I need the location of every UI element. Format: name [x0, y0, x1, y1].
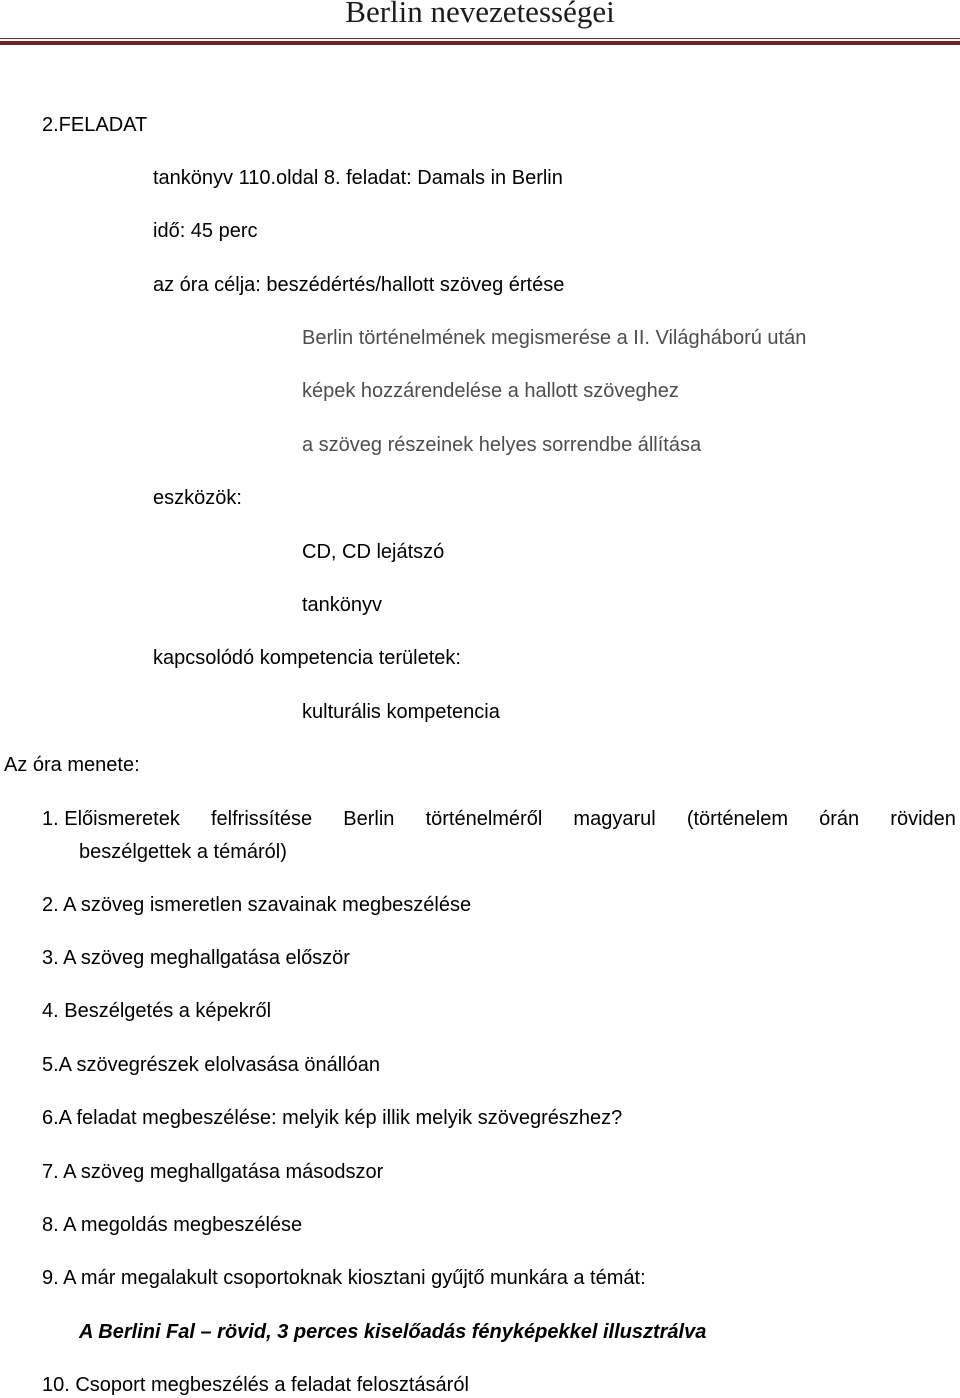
lesson-time: idő: 45 perc: [153, 220, 258, 242]
step-item: 7. A szöveg meghallgatása másodszor: [42, 1161, 384, 1183]
step-item: 2. A szöveg ismeretlen szavainak megbeszélése: [42, 894, 472, 916]
task-heading: 2.FELADAT: [42, 114, 148, 136]
step-item: 9. A már megalakult csoportoknak kiosztani gyűjtő munkára a témát:: [42, 1267, 646, 1289]
goal-item: képek hozzárendelése a hallott szöveghez: [302, 380, 679, 402]
step-1-word: (történelem: [686, 808, 788, 830]
step-1-word: röviden: [890, 808, 956, 830]
step-1-word: magyarul: [573, 808, 656, 830]
tool-item: CD, CD lejátszó: [302, 541, 445, 563]
goal-item: Berlin történelmének megismerése a II. Világháború után: [302, 327, 807, 349]
textbook-reference: tankönyv 110.oldal 8. feladat: Damals in Berlin: [153, 167, 563, 189]
header-rule-thick: [0, 41, 960, 45]
goal-item: a szöveg részeinek helyes sorrendbe állítása: [302, 434, 702, 456]
competence-item: kulturális kompetencia: [302, 701, 500, 723]
tool-item: tankönyv: [302, 594, 383, 616]
step-1: [42, 807, 956, 831]
step-1-word: 1. Előismeretek: [42, 808, 180, 830]
step-item: 6.A feladat megbeszélése: melyik kép illik melyik szövegrészhez?: [42, 1107, 623, 1129]
goal-label: az óra célja: beszédértés/hallott szöveg értése: [153, 274, 565, 296]
step-item-final: 10. Csoport megbeszélés a feladat felosztásáról: [42, 1374, 469, 1396]
step-item: 3. A szöveg meghallgatása először: [42, 947, 350, 969]
step-1-continuation: beszélgettek a témáról): [79, 841, 287, 863]
competence-label: kapcsolódó kompetencia területek:: [153, 647, 461, 669]
step-1-word: Berlin: [343, 808, 395, 830]
step-item: 5.A szövegrészek elolvasása önállóan: [42, 1054, 380, 1076]
step-1-word: történelméről: [425, 808, 543, 830]
step-1-word: órán: [819, 808, 860, 830]
lesson-flow-label: Az óra menete:: [4, 754, 140, 776]
tools-label: eszközök:: [153, 487, 242, 509]
step-item: 4. Beszélgetés a képekről: [42, 1000, 272, 1022]
step-1-word: felfrissítése: [210, 808, 313, 830]
header-rule-thin: [0, 38, 960, 39]
step-item: 8. A megoldás megbeszélése: [42, 1214, 303, 1236]
presentation-topic: A Berlini Fal – rövid, 3 perces kiselőadás fényképekkel illusztrálva: [79, 1321, 707, 1343]
page-title: Berlin nevezetességei: [345, 0, 615, 29]
